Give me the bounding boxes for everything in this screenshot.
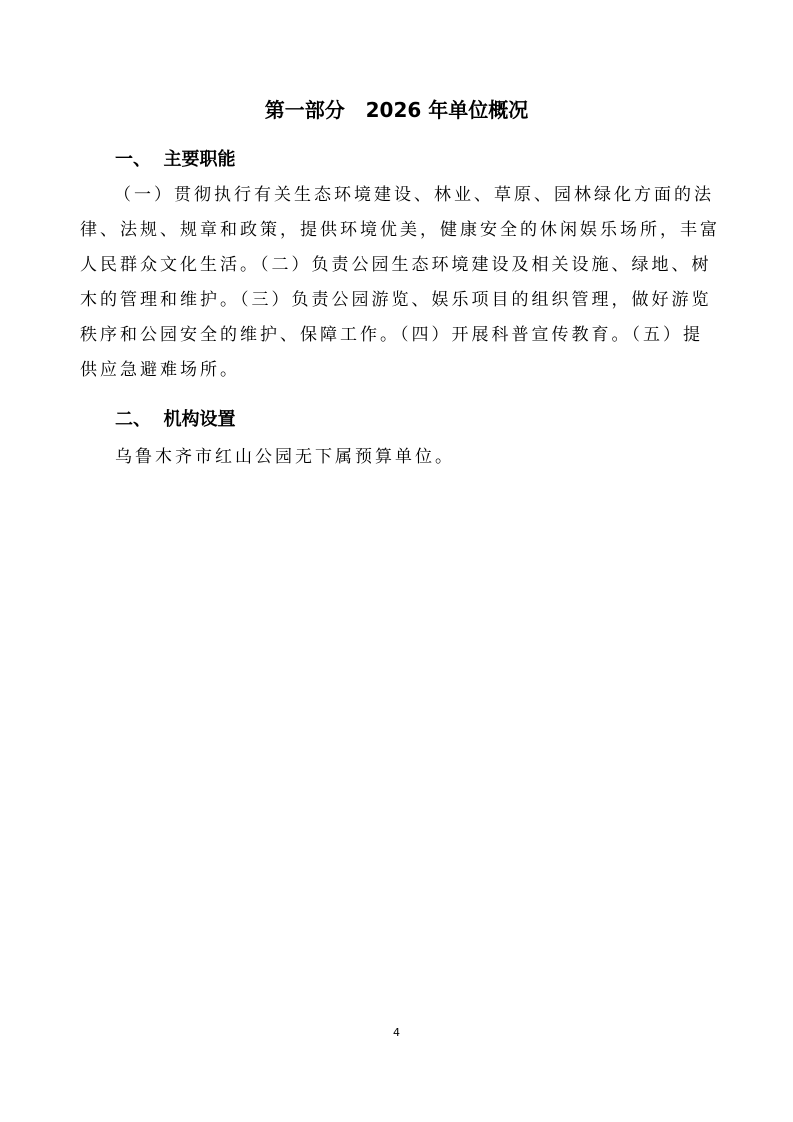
part-title: 第一部分 2026 年单位概况 [264,98,529,122]
section-heading-organization: 二、 机构设置 [115,409,236,430]
section-body-organization: 乌鲁木齐市红山公园无下属预算单位。 [115,447,455,467]
section-heading-main-functions: 一、 主要职能 [115,149,236,170]
page-number: 4 [393,1026,400,1039]
section-body-main-functions: （一）贯彻执行有关生态环境建设、林业、草原、园林绿化方面的法律、法规、规章和政策，提供环境优美，健康安全的休闲娱乐场所，丰富人民群众文化生活。（二）负责公园生态环境建设及相关设施、绿地、树木的管理和维护。（三）负责公园游览、娱乐项目的组织管理，做好游览秩序和公园安全的维护、保障工作。（四）开展科普宣传教育。（五）提供应急避难场所。 [80,185,720,380]
